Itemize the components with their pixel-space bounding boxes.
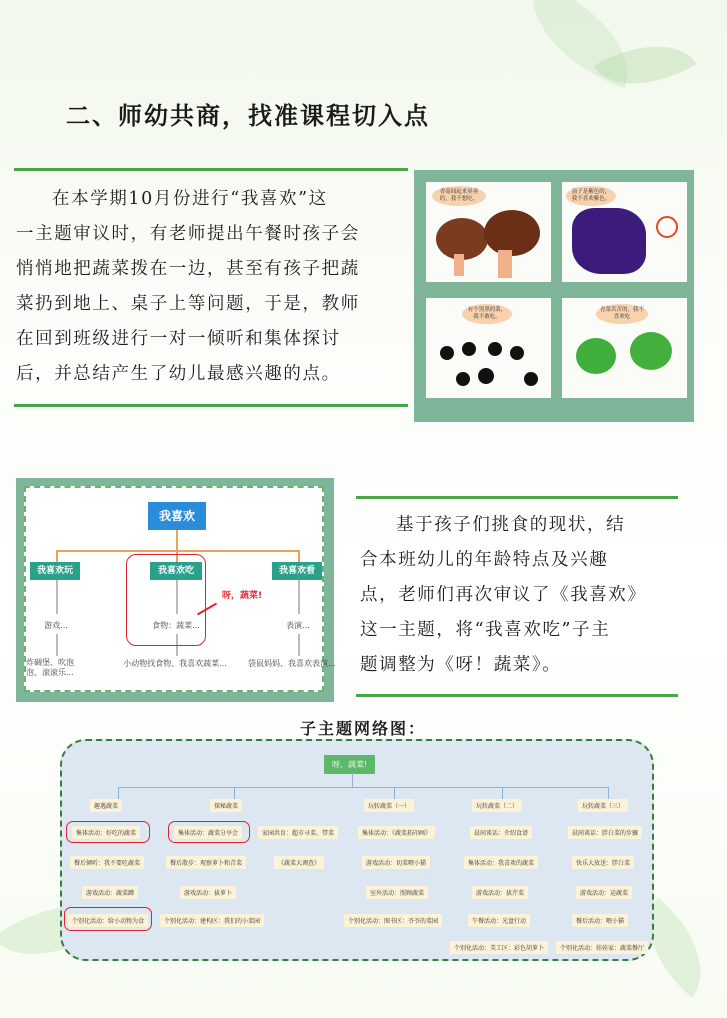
connector [56,550,58,562]
drawing-photo-greens [562,298,687,398]
text-line: 这一主题，将“我喜欢吃”子主 [360,620,611,640]
network-item: 集体活动：《蔬菜拓印画》 [358,826,435,839]
mind-map-sub-play: 游戏... [44,621,68,630]
black-dot [524,372,538,386]
speech-bubble: 有个黑黑的菜，我不敢吃。 [462,304,512,324]
divider [356,496,678,499]
mind-map-root: 我喜欢 [148,502,206,530]
network-item: 个别化活动：图书区：爷爷的菜园 [344,914,442,927]
connector [352,773,353,787]
text-line: 一主题审议时，有老师提出午餐时孩子会 [16,224,360,244]
text-line: 在本学期10月份进行“我喜欢”这 [52,189,328,209]
mind-map-annotation: 呀，蔬菜! [221,591,263,601]
text-line: 合本班幼儿的年龄特点及兴趣 [360,550,609,570]
text-line: 在回到班级进行一对一倾听和集体探讨 [16,329,341,349]
eggplant-drawing [572,208,646,274]
connector [56,550,300,552]
highlight-box [66,821,150,843]
network-item: 集体活动：我喜欢的蔬菜 [464,856,538,869]
mind-map [24,486,336,692]
greens-drawing [630,332,672,370]
mushroom-stem [498,250,512,278]
network-head: 趣遇蔬菜 [90,799,122,812]
black-dot [488,342,502,356]
network-item: 晨间谈话：介绍食谱 [470,826,532,839]
highlight-box [64,907,152,931]
network-item: 《蔬菜大调查》 [274,856,324,869]
mushroom-drawing [484,210,540,256]
face-drawing [656,216,678,238]
mind-map-branch-watch: 我喜欢看 [272,562,322,580]
black-dot [510,346,524,360]
drawing-photo-eggplant [562,182,687,282]
black-dot [462,342,476,356]
connector [56,634,58,656]
connector [118,787,608,788]
divider [14,404,408,407]
black-dot [456,372,470,386]
speech-bubble: 香菇闻起来臭臭的，我不想吃。 [432,186,486,206]
network-item: 集体活动：蔬菜分享会 [174,826,242,839]
speech-bubble: 茄子是紫色的，我不喜欢紫色。 [566,186,616,206]
connector [502,787,503,799]
greens-drawing [576,338,616,374]
network-item: 个别化活动：美工区：彩色胡萝卜 [450,941,548,954]
connector [176,530,178,550]
text-line: 后，并总结产生了幼儿最感兴趣的点。 [16,364,341,384]
network-item: 快乐大放送：胖白菜 [572,856,634,869]
divider [14,168,408,171]
network-label: 子主题网络图： [300,719,427,738]
network-head: 玩转蔬菜（一） [364,799,414,812]
mind-map-panel [16,478,334,702]
highlight-box [168,821,250,843]
mind-map-leaf-play: 炸碉堡、吹泡泡、滚滚乐... [26,658,74,677]
paragraph-2 [360,508,680,683]
text-line: 基于孩子们挑食的现状，结 [396,515,626,535]
connector [394,787,395,799]
mind-map-leaf-eat: 小动物找食物、我喜欢蔬菜... [123,659,227,668]
network-head: 探秘蔬菜 [210,799,242,812]
network-head: 玩转蔬菜（二） [472,799,522,812]
connector [608,787,609,799]
text-line: 题调整为《呀！蔬菜》。 [360,655,562,675]
text-line: 菜扔到地上、桌子上等问题，于是，教师 [16,294,360,314]
text-line: 点，老师们再次审议了《我喜欢》 [360,585,647,605]
connector [118,787,119,799]
network-head: 玩转蔬菜（三） [578,799,628,812]
network-item: 个别化活动：给小动物为食 [68,914,148,927]
highlight-box [126,554,206,646]
text-line: 悄悄地把蔬菜拨在一边，甚至有孩子把蔬 [16,259,360,279]
network-item: 餐后倾听：我不要吃蔬菜 [70,856,144,869]
network-item: 餐后散步：观察萝卜和青菜 [166,856,246,869]
paragraph-1 [16,182,408,392]
network-item: 游戏活动：蔬菜蹲 [82,886,138,899]
connector [234,787,235,799]
mind-map-sub-eat: 食物：蔬菜... [152,621,200,630]
network-item: 集体活动：好吃的蔬菜 [72,826,140,839]
network-item: 游戏活动：运蔬菜 [576,886,632,899]
mind-map-leaf-watch: 袋鼠妈妈、我喜欢表演... [248,659,336,668]
mushroom-stem [454,254,464,276]
network-item: 个别化活动：娃娃家：蔬菜餐厅 [556,941,648,954]
connector [56,580,58,614]
network-item: 游戏活动：拔芹菜 [472,886,528,899]
mind-map-branch-eat: 我喜欢吃 [150,562,202,580]
black-dot [440,346,454,360]
connector [298,580,300,614]
network-item: 室外活动：照顾蔬菜 [366,886,428,899]
children-drawings-panel [414,170,694,422]
drawing-photo-black-vegetable [426,298,551,398]
connector [298,634,300,656]
network-item: 晨间谈话：胖白菜的步骤 [568,826,642,839]
sub-theme-network [60,739,654,961]
network-item: 餐后活动：喂小猫 [572,914,628,927]
network-root: 呀，蔬菜! [324,755,375,774]
network-item: 游戏活动：切菜喂小猫 [362,856,430,869]
mind-map-sub-watch: 表演... [286,621,310,630]
network-item: 家园共育：超市寻菜、带菜 [258,826,338,839]
network-item: 个别化活动：建构区：我们的小菜园 [160,914,264,927]
network-item: 游戏活动：拔萝卜 [180,886,236,899]
drawing-photo-mushroom [426,182,551,282]
speech-bubble: 青菜苦苦的，我不喜欢吃 [596,304,648,324]
mind-map-branch-play: 我喜欢玩 [30,562,80,580]
section-title: 二、师幼共商，找准课程切入点 [66,101,430,130]
divider [356,694,678,697]
black-dot [478,368,494,384]
network-item: 午餐活动：光盘行动 [468,914,530,927]
connector [298,550,300,562]
